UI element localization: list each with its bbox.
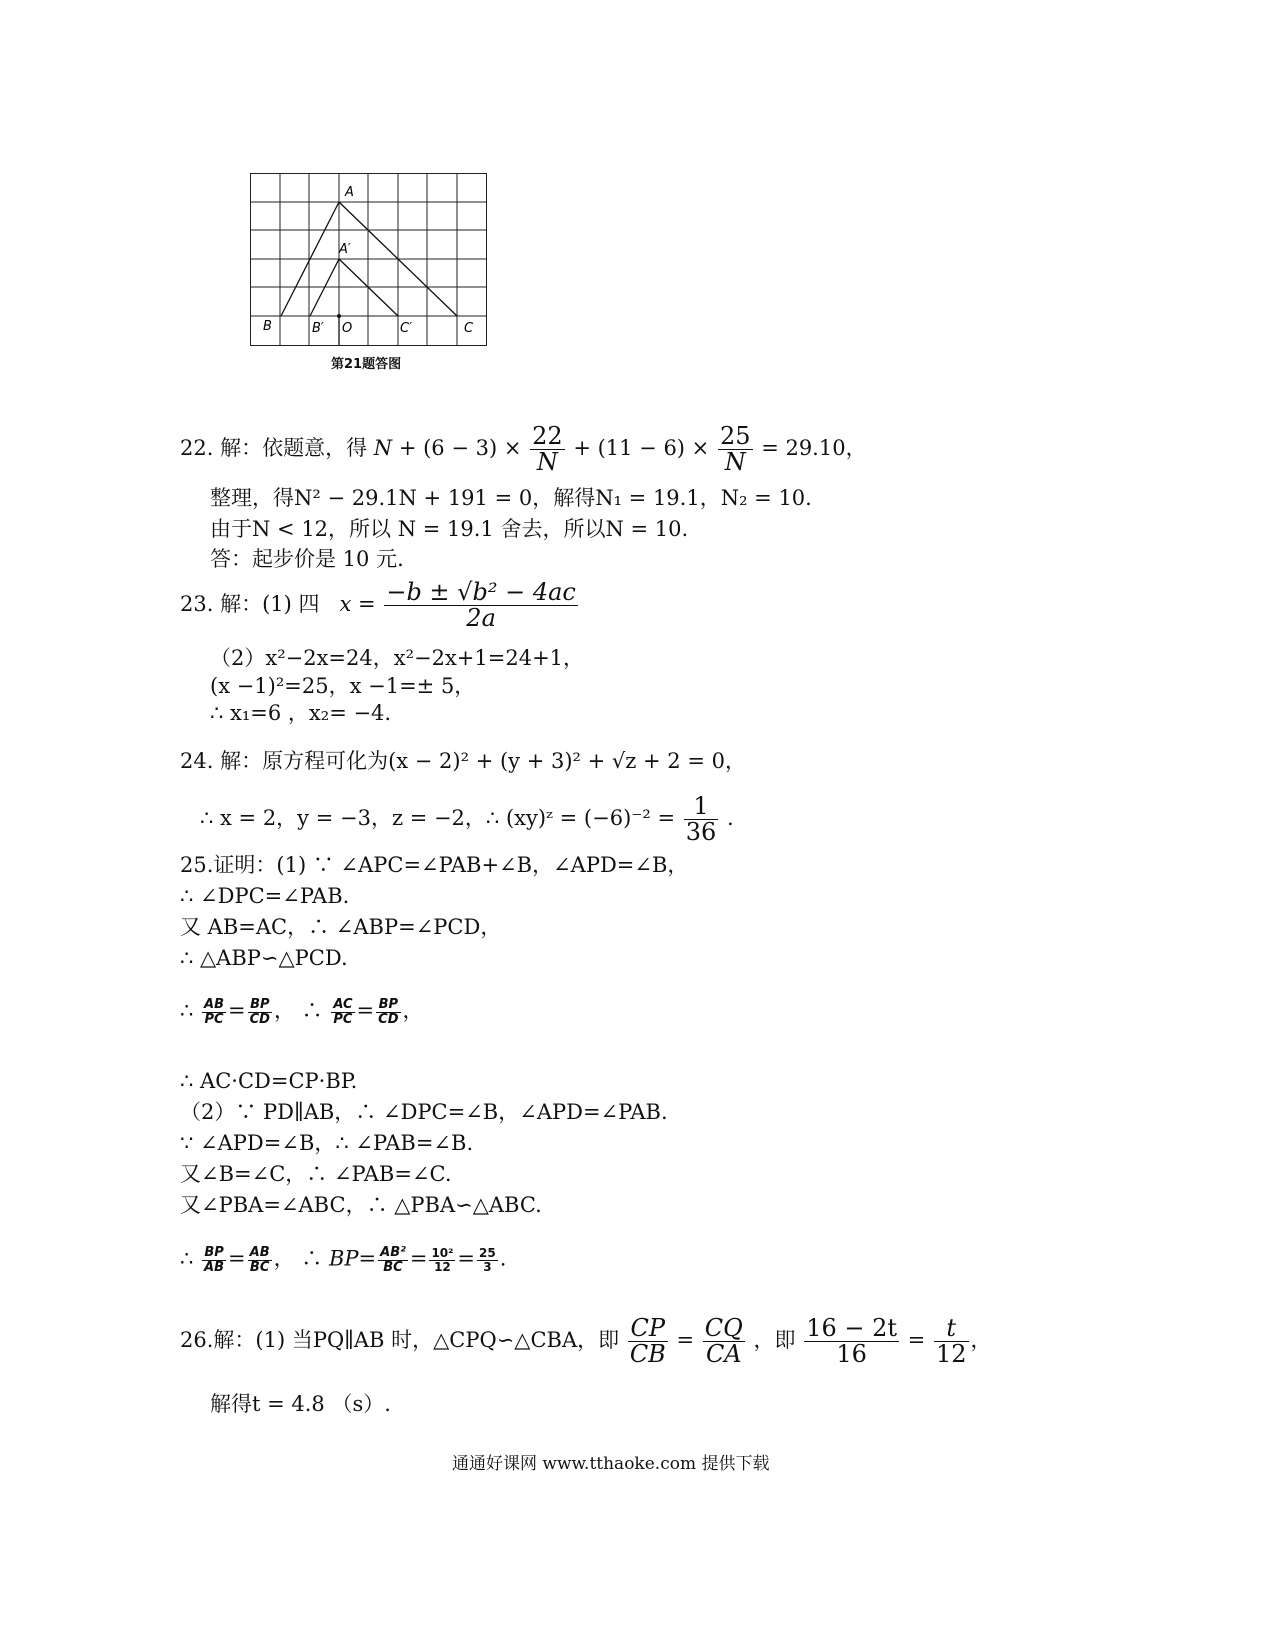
point-label-C-prime: C′ xyxy=(400,321,413,336)
q24-frac-den: 36 xyxy=(685,818,717,847)
q26-line1: 26.解：(1) 当PQ∥AB 时，△CPQ∽△CBA，即 $\frac{CP}{CB}$ = $\frac{CQ}{CA}$ ，即 $\frac{16 - 2t}{16}$ = $\frac{t}{12}$ ， xyxy=(180,1314,992,1369)
q24-l2-prefix: ∴ x = 2，y = −3，z = −2，∴ (xy)ᶻ = (−6)⁻² = xyxy=(200,806,676,831)
q25-line3: 又 AB=AC，∴ ∠ABP=∠PCD， xyxy=(180,915,502,939)
q25-line5: ∴ $\frac{AB}{PC}$ = $\frac{BP}{CD}$ ， ∴ $\frac{AC}{PC}$ = $\frac{BP}{CD}$ ， xyxy=(180,997,424,1027)
q23-formula-num: −b ± √b² − 4ac xyxy=(386,578,576,606)
q25-line10: 又∠PBA=∠ABC，∴ △PBA∽△ABC. xyxy=(180,1193,542,1217)
q26-line2: 解得t = 4.8 （s）. xyxy=(210,1392,391,1416)
q22-frac1-num: 22 xyxy=(532,422,563,450)
q24-line2 xyxy=(200,794,734,845)
q26-frac1-num: CP xyxy=(628,1316,668,1342)
q22-line4: 答：起步价是 10 元. xyxy=(210,547,404,571)
point-label-A: A xyxy=(345,185,354,200)
q25-l11-frac-d-num: 10² xyxy=(431,1246,454,1261)
q25-l11-frac-c-den: BC xyxy=(383,1259,403,1275)
grid-lines xyxy=(251,174,487,346)
q25-l5-frac-d-den: CD xyxy=(378,1011,399,1027)
q22-line3: 由于N < 12，所以 N = 19.1 舍去，所以N = 10. xyxy=(210,517,689,541)
q23-line4: ∴ x₁=6 ，x₂= −4. xyxy=(210,701,392,725)
q25-l5-frac-c-num: AC xyxy=(333,997,353,1012)
q22-frac2-num: 25 xyxy=(719,422,751,450)
q22-line1: 22. 解：依题意，得 N + (6 − 3) × $\frac{22}{N}$ + (11 − 6) × $\frac{25}{N}$ = 29.10， xyxy=(180,422,867,477)
q22-frac2-den: N xyxy=(724,448,746,477)
q25-l5-frac-a-num: AB xyxy=(204,997,225,1012)
q24-line1: 24. 解：原方程可化为(x − 2)² + (y + 3)² + √z + 2 = 0， xyxy=(180,749,746,773)
q25-line6: ∴ AC·CD=CP·BP. xyxy=(180,1069,358,1093)
q25-l11-frac-a-num: BP xyxy=(202,1246,226,1261)
q25-l11-frac-d-den: 12 xyxy=(434,1259,451,1274)
q25-l11-frac-b-den: BC xyxy=(249,1259,270,1275)
q25-l11-frac-c-num: AB² xyxy=(380,1245,406,1260)
q25-l11-frac-e-den: 3 xyxy=(483,1259,492,1274)
q26-frac2-num: CQ xyxy=(704,1314,743,1342)
q26-frac4-num: t xyxy=(934,1316,969,1342)
triangle-lines xyxy=(281,202,457,345)
q25-line1: 25.证明：(1) ∵ ∠APC=∠PAB+∠B，∠APD=∠B， xyxy=(180,853,689,877)
footer-source: 通通好课网 www.tthaoke.com 提供下载 xyxy=(452,1454,770,1474)
q26-l1-mid: ，即 xyxy=(753,1328,796,1353)
origin-point xyxy=(337,314,341,318)
q25-line4: ∴ △ABP∽△PCD. xyxy=(180,946,348,970)
q26-frac3-num: 16 − 2t xyxy=(806,1314,898,1342)
q22-frac1-den: N xyxy=(536,448,558,477)
q24-frac-num: 1 xyxy=(684,794,719,820)
q23-line1: 23. 解：(1) 四 x = $\frac{\text{−b ± √b² − 4ac}}{2a}$ xyxy=(180,578,576,633)
q25-line11: ∴ $\frac{BP}{AB}$ = $\frac{AB}{BC}$ ， ∴ BP= $\frac{\text{AB²}}{BC}$ = $\frac{\text{10²}}{12}$ = $\frac{25}{3}$ . xyxy=(180,1245,507,1275)
q22-line2: 整理，得N² − 29.1N + 191 = 0，解得N₁ = 19.1，N₂ = 10. xyxy=(210,486,812,510)
q26-frac1-den: CB xyxy=(629,1340,666,1369)
point-label-A-prime: A′ xyxy=(339,242,351,257)
point-label-B: B xyxy=(263,319,272,334)
point-label-C: C xyxy=(464,321,474,336)
q25-line8: ∵ ∠APD=∠B，∴ ∠PAB=∠B. xyxy=(180,1131,474,1155)
q25-line7: （2）∵ PD∥AB，∴ ∠DPC=∠B，∠APD=∠PAB. xyxy=(180,1100,668,1124)
q25-l5-frac-b-den: CD xyxy=(249,1011,270,1027)
q25-l5-frac-c-den: PC xyxy=(333,1011,353,1027)
q25-l11-frac-b-num: AB xyxy=(249,1245,270,1260)
q23-l1-prefix: 23. 解：(1) 四 xyxy=(180,592,320,617)
grid-figure xyxy=(245,170,495,350)
q25-l5-frac-a-den: PC xyxy=(204,1011,224,1027)
point-label-B-prime: B′ xyxy=(312,321,324,336)
q22-l1-prefix: 22. 解：依题意，得 xyxy=(180,436,368,461)
point-label-O: O xyxy=(342,321,353,336)
q25-line9: 又∠B=∠C，∴ ∠PAB=∠C. xyxy=(180,1162,452,1186)
q23-line2: （2）x²−2x=24，x²−2x+1=24+1， xyxy=(210,646,585,670)
q26-frac3-den: 16 xyxy=(836,1340,867,1369)
q26-frac4-den: 12 xyxy=(935,1340,967,1369)
q22-l1-result: = 29.10， xyxy=(761,436,867,461)
q23-formula-den: 2a xyxy=(466,604,496,633)
q25-l5-frac-d-num: BP xyxy=(376,998,400,1013)
q23-line3: (x −1)²=25，x −1=± 5， xyxy=(210,674,476,698)
q26-l1-prefix: 26.解：(1) 当PQ∥AB 时，△CPQ∽△CBA，即 xyxy=(180,1328,620,1353)
figure-caption: 第21题答图 xyxy=(331,357,402,372)
q24-l2-end: . xyxy=(726,806,734,831)
q26-frac2-den: CA xyxy=(705,1340,742,1369)
q25-l11-frac-e-num: 25 xyxy=(479,1246,496,1261)
q25-l5-frac-b-num: BP xyxy=(248,998,272,1013)
q25-line2: ∴ ∠DPC=∠PAB. xyxy=(180,884,350,908)
q25-l11-frac-a-den: AB xyxy=(204,1259,225,1275)
